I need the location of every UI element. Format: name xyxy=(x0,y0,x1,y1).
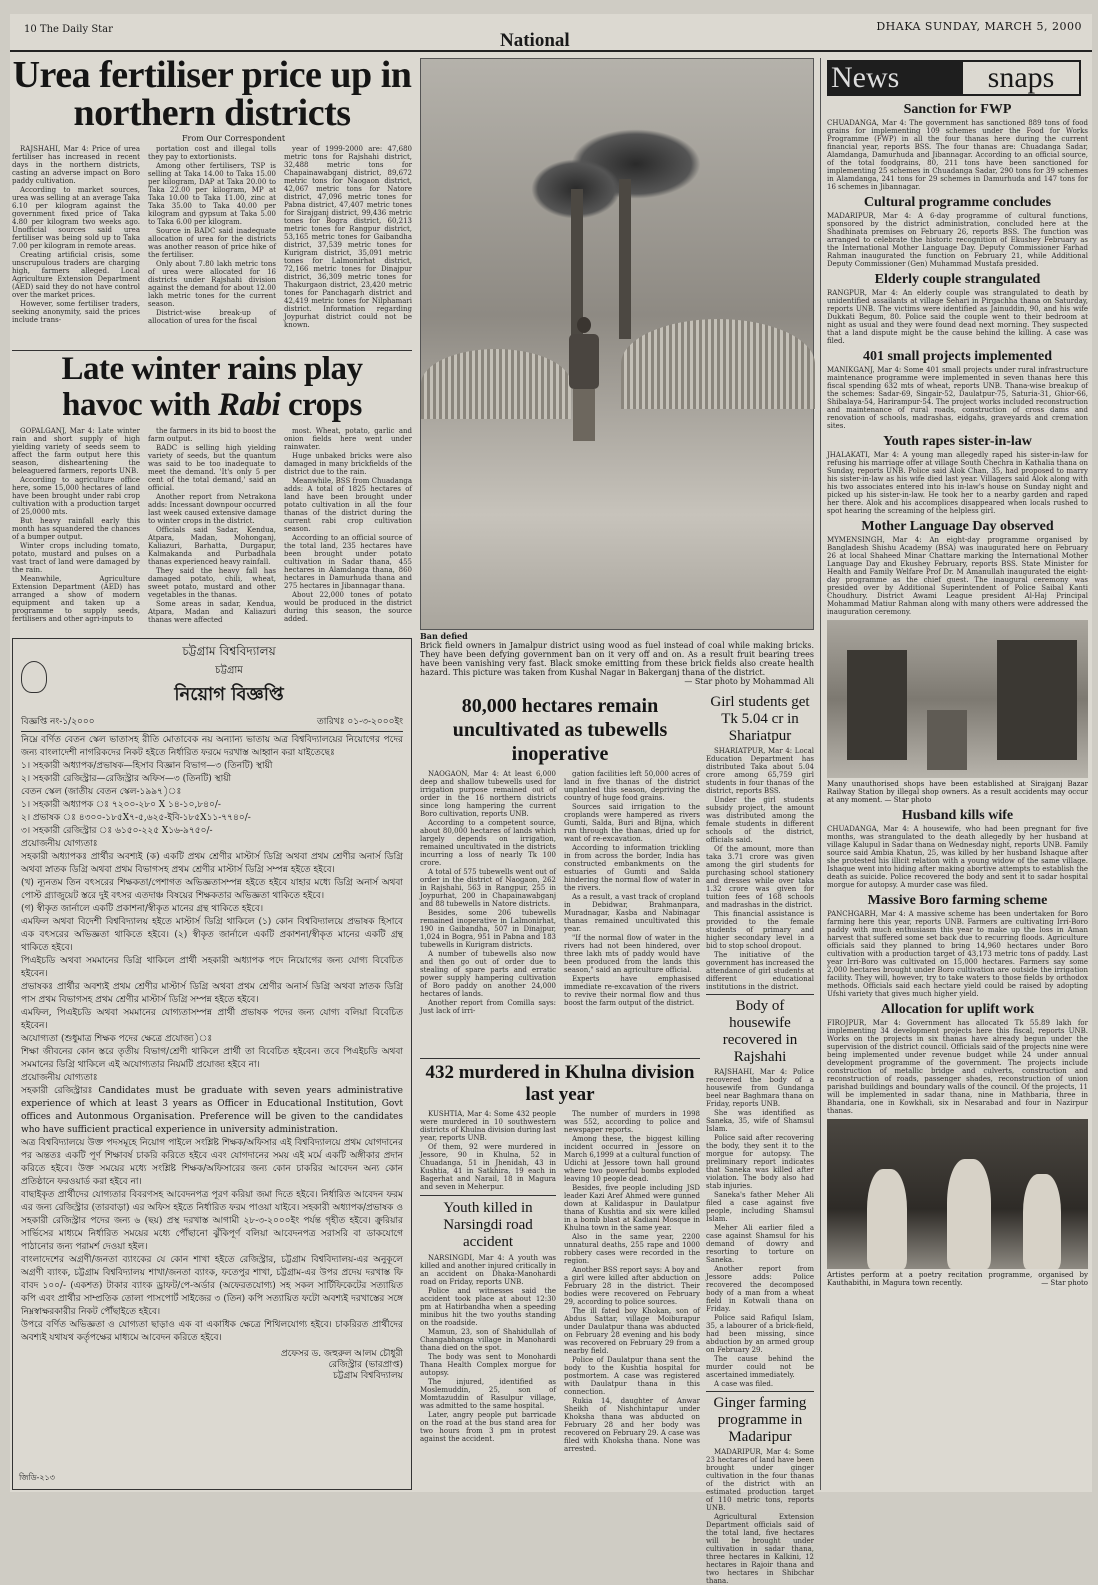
paragraph: Among other fertilisers, TSP is selling at Taka 14.00 to Taka 15.00 per kilogram, DAP at Taka 20.00 to Taka 22.00 per kilogram, MP at Taka 10.00 to Taka 11.00, zinc at Taka 35.00 to Taka 40.00 per kilogram and gypsum at Taka 5.00 to Taka 6.00 per kilogram. xyxy=(148,162,276,226)
ad-ref: বিজ্ঞপ্তি নং-১/২০০০ xyxy=(21,717,95,727)
section-title: National xyxy=(500,30,570,51)
caption-title: Ban defied xyxy=(420,631,468,641)
paragraph: GOPALGANJ, Mar 4: Late winter rain and short supply of high yielding variety of seeds seem to affect the farm output here this season, disheartening the beleaguered farmers, reports UNB. xyxy=(12,427,140,475)
paragraph: Officials said Sadar, Kendua, Atpara, Madan, Mohonganj, Kaliazuri, Barhatta, Durgapur, Kalmakanda and Purbadhala thanas experienced heavy rainfall. xyxy=(148,526,276,566)
paragraph: (খ) ন্যূনতম তিন বৎসরের শিক্ষকতা/পেশাগত অভিজ্ঞতাসম্পন্ন হইতে হইবে যাহার মধ্যে ডিগ্রি অনার্স অথবা পোস্ট গ্র্যাজুয়েট স্তরে দুই বৎসর এতদাঞ্চ বিষয়ের শিক্ষকতার অভিজ্ঞতা থাকিতে হইবে। xyxy=(21,878,403,901)
paragraph: The ill fated boy Khokan, son of Abdus Sattar, village Moiburapur under Daulatpur thana was abducted on February 28 evening and his body was recovered on February 29 from a nearby field. xyxy=(564,1307,700,1355)
market-photo xyxy=(827,620,1088,778)
poetry-caption-block xyxy=(827,1271,1088,1287)
stall-shape xyxy=(847,650,907,760)
paragraph: Police said after recovering the body, they sent it to the morgue for autopsy. The preliminary report indicates that Saneka was killed after violation. The body also had stab injuries. xyxy=(706,1134,814,1190)
poetry-photo xyxy=(827,1119,1088,1269)
urea-columns xyxy=(12,145,412,330)
paragraph: ২। প্রভাষক ঃ ৪৩০০-১৮৫X৭-৫,৬২৫-ইবি-১৮৫X১১-৭৭৪০/- xyxy=(21,813,251,823)
late-col-3 xyxy=(284,427,412,625)
snap-body: MYMENSINGH, Mar 4: An eight-day programme organised by Bangladesh Shishu Academy (BSA) was inaugurated here on February 26 at local Shaheed Minar Chattare marking the International Mother Language Day and Ekushey February, reports BSS. State Minister for Health and Family Welfare Prof Dr. M Amanullah inaugurated the eight-day programme as the chief guest. The inaugural ceremony was presided over by Additional Superintendent of Police Saibal Kanti Choudhury. District Awami League president Al-Haj Principal Mohammad Matiur Rahman along with many others were addressed the inauguration ceremony. xyxy=(827,536,1088,616)
headline-housewife: Body of housewife recovered in Rajshahi xyxy=(722,998,798,1065)
paragraph: most. Wheat, potato, garlic and onion fields here went under rainwater. xyxy=(284,427,412,451)
newsnaps-column xyxy=(820,58,1088,1490)
newspaper-page xyxy=(10,14,1092,1585)
snap-body: FIROJPUR, Mar 4: Government has allocated Tk 55.89 lakh for implementing 34 development projects here this fiscal, reports UNB. Works on the projects in six thanas have already begun under the supervision of the district council. Officials said of the projects nine were being implemented under revenue budget while 24 under annual development programme of the government. The projects include construction of metallic bridge and culverts, construction and reconstruction of roads, passenger shades, reconstruction of union parishad buildings and boundary walls of the council. Of the projects, 11 will be implemented in sadar thana, nine in Mathbaria, three in Bhandaria, one in Kowkhali, six in Nesarabad and four in Nazirpur thanas. xyxy=(827,1019,1088,1115)
story-murdered xyxy=(420,1058,700,1490)
paragraph: বাংলাদেশের অগ্রণী/জনতা ব্যাংকের যে কোন শাখা হইতে রেজিস্ট্রার, চট্টগ্রাম বিশ্ববিদ্যালয়-এর অনুকূলে অগ্রণী ব্যাংক, চট্টগ্রাম বিশ্ববিদ্যালয় শাখা/জনতা ব্যাংক, ফতেপুর শাখা, চট্টগ্রাম-এর উপর প্রদেয় দরখাস্ত ফি বাবদ ১০০/- (একশত) টাকার ব্যাংক ড্রাফট/পে-অর্ডার (অফেরতযোগ্য) সহ সকল সার্টিফিকেটের সত্যায়িত কপি এবং প্রার্থীর সাম্প্রতিক তোলা পাসপোর্ট সাইজের ৩ (তিন) কপি সত্যায়িত ফটো অবশ্যই দরখাস্তের সঙ্গে নিম্নস্বাক্ষরকারীর নিকট পৌঁছাইতে হইবে। xyxy=(21,1255,403,1317)
paragraph: অত্র বিশ্ববিদ্যালয়ে উক্ত পদসমূহে নিয়োগ পাইলে সংশ্লিষ্ট শিক্ষক/অফিসার এই বিশ্ববিদ্যালয়ে প্রথম যোগদানের পর অন্ততঃ একটি পূর্ণ শিক্ষাবর্ষ চাকরি করিতে হইবে এবং যোগদানের সময় এই মর্মে একটি অঙ্গীকার প্রদান করিতে হইবে। উক্ত সময়ের মধ্যে সংশ্লিষ্ট শিক্ষক/অফিসারের জন্য কোন চাকরির আবেদন অন্য কোন প্রতিষ্ঠানে ফরওয়ার্ড করা হইবে না। xyxy=(21,1138,403,1187)
headline-hectares: 80,000 hectares remain uncultivated as tubewells inoperative xyxy=(452,695,668,765)
paragraph: (গ) স্বীকৃত জার্নালে একটি প্রকাশনা/স্বীকৃত মানের গ্রন্থ থাকিতে হইবে। xyxy=(21,904,264,914)
headline-ginger: Ginger farming programme in Madaripur xyxy=(713,1395,807,1445)
poetry-caption: Artistes perform at a poetry recitation programme, organised by Kauthabithi, in Magura town recently. xyxy=(827,1271,1088,1287)
paragraph: Another report from Netrakona adds: Incessant downpour occurred last week caused extensive damage to winter crops in the district. xyxy=(148,493,276,525)
murdered-columns xyxy=(420,1110,700,1454)
paragraph: "If the normal flow of water in the rivers had not been hindered, over three lakh mts of paddy would have been produced from the lands this season," said an agriculture official. xyxy=(564,934,700,974)
late-col-2 xyxy=(148,427,276,625)
paragraph: ২। সহকারী রেজিস্ট্রার—রেজিস্ট্রার অফিস—৩ (তিনটি) স্থায়ী xyxy=(21,774,232,784)
paragraph: এমফিল অথবা বিদেশী বিশ্ববিদ্যালয় হইতে মাস্টার্স ডিগ্রি থাকিলে (১) কোন বিশ্ববিদ্যালয়ে প্রভাষক হিসাবে এক বৎসরের অভিজ্ঞতা থাকিতে হইবে। (২) স্বীকৃত জার্নালে একটি প্রকাশনা/স্বীকৃত মানের একটি গ্রন্থ থাকিতে হইবে। xyxy=(21,917,403,953)
murdered-col-1 xyxy=(420,1110,556,1191)
newsnaps-label-a: News xyxy=(827,60,961,96)
paragraph: portation cost and illegal tolls they pay to extortionists. xyxy=(148,145,276,161)
paragraph: The cause behind the murder could not be ascertained immediately. xyxy=(706,1355,814,1379)
newsnaps-items-2 xyxy=(827,808,1088,1115)
ad-signature xyxy=(21,1349,403,1382)
paragraph: Of them, 92 were murdered in Jessore, 90 in Khulna, 52 in Chuadanga, 51 in Jhenidah, 43 in Kushtia, 41 in Satkhira, 19 each in Bagerhat and Narail, 18 in Magura and seven in Meherpur. xyxy=(420,1143,556,1191)
snap-headline: Husband kills wife xyxy=(901,808,1014,823)
paragraph: Police said Rafiqul Islam, 35, a labourer of a brick-field, had been missing, since abduction by an armed group on February 29. xyxy=(706,1314,814,1354)
snap-headline: Cultural programme concludes xyxy=(863,195,1052,210)
paragraph: Later, angry people put barricade on the road at the bus stand area for two hours from 3 pm in protest against the accident. xyxy=(420,1411,556,1443)
headline-urea: Urea fertiliser price up in northern districts xyxy=(12,54,412,134)
paragraph: প্রয়োজনীয় যোগ্যতাঃ xyxy=(21,839,98,849)
paragraph: Also in the same year, 2200 unnatural deaths, 255 rape and 1000 robbery cases were recorded in the region. xyxy=(564,1233,700,1265)
paragraph: This financial assistance is provided to the female students of primary and higher secondary level in a bid to stop school dropout. xyxy=(706,910,814,950)
snap-body: CHUADANGA, Mar 4: The government has sanctioned 889 tons of food grains for implementing 109 schemes under the Food for Works Programme (FWP) in all the four thanas here during the current financial year, reports BSS. The four thanas are: Chuadanga Sadar, Alamdanga, Damurhuda and Jibannagar. According to an official source, of the total foodgrains, 80, 211 tons have been sanctioned for implementing 25 schemes in Chuadanga Sadar, 290 tons for 39 schemes in Alamdanga, 241 tons for 29 schemes in Damurhuda and 147 tons for 16 schemes in Jibannagar. xyxy=(827,119,1088,191)
stall-shape xyxy=(997,640,1077,760)
dateline: DHAKA SUNDAY, MARCH 5, 2000 xyxy=(876,20,1082,33)
paragraph: বাছাইকৃত প্রার্থীদের যোগ্যতার বিবরণসহ আবেদনপত্র পূরণ করিয়া জমা দিতে হইবে। নির্ধারিত আবেদন ফরম এর জন্য রেজিস্ট্রার (তারবাড়া) এর অফিস হইতে নির্ধারিত ফরম পাওয়া যাইবে। সহকারী অধ্যাপক/প্রভাষক ও সহকারী রেজিস্ট্রার পদের জন্য ৬ (ছয়) প্রস্থ দরখাস্ত আগামী ২৮-৩-২০০০ইং পর্যন্ত গৃহীত হইবে। ক্রুরিয়ার সার্ভিসের মাধ্যমে নির্ধারিত সময়ের মধ্যে পৌঁছানো ঝুঁকিপূর্ণ বলিয়া আবেদনপত্র সরাসরি বা ডাকযোগে পাঠানোর জন্য পরামর্শ দেওয়া হইল। xyxy=(21,1190,403,1252)
paragraph: Among these, the biggest killing incident occurred in Jessore on March 6,1999 at a cultural function of Udichi at Jessore town hall ground where two powerful bombs exploded leaving 10 people dead. xyxy=(564,1135,700,1183)
job-advertisement xyxy=(12,638,412,1490)
paragraph: According to an official source of the total land, 235 hectares have been brought under potato cultivation in Sadar thana, 455 hectares in Alamdanga thana, 860 hectares in Damurhuda thana and 275 hectares in Jibannagar thana. xyxy=(284,534,412,590)
paragraph: Experts have emphasised immediate re-excavation of the rivers to revive their normal flow and thus boost the farm output of the district. xyxy=(564,975,700,1007)
paragraph: ৩। সহকারী রেজিস্ট্রার ঃ ৬১৫০-২২৫ X১৬-৯৭৫০/- xyxy=(21,826,213,836)
paragraph: The body was sent to Monohardi Thana Health Complex morgue for autopsy. xyxy=(420,1353,556,1377)
photo-block xyxy=(420,58,814,690)
snap-body: MANIKGANJ, Mar 4: Some 401 small projects under rural infrastructure maintenance programme were implemented in seven thanas here this fiscal spending 632 mts of wheat, reports UNB. Thana-wise breakup of the schemes: Sadar-69, Singair-52, Daulatpur-75, Saturia-31, Ghior-66, Shibalaya-54, Harirampur-54. The project works included reconstruction and maintenance of rural roads, construction of cross dams and renovation of schools, madrashas, eidgahs, graveyards and cremation sites. xyxy=(827,366,1088,430)
paragraph: The injured, identified as Moslemuddin, 25, son of Momtazuddin of Rasulpur village, was admitted to the same hospital. xyxy=(420,1378,556,1410)
paragraph: Some areas in sadar, Kendua, Atpara, Madan and Kaliazuri thanas were affected xyxy=(148,600,276,624)
paragraph: However, some fertiliser traders, seeking anonymity, said the prices include trans- xyxy=(12,300,140,324)
paragraph: A case was filed. xyxy=(714,1380,774,1388)
snap-body: CHUADANGA, Mar 4: A housewife, who had been pregnant for five months, was strangulated to the death allegedly by her husband at village Kalupul in Sadar thana on Wednesday night, reports UNB. Family source said Ambia Khatun, 25, was killed by her husband Ishaque after she protested his illicit relation with a young widow of the same village. Ishaque went into hiding after making abortive attempts to establish the death as suicide. Police recovered the body and sent it to sadar hospital morgue for autopsy. A murder case was filed. xyxy=(827,825,1088,889)
paragraph: Besides, five people including JSD leader Kazi Aref Ahmed were gunned down at Kalidaspur in Daulatpur thana of Kushtia and six were killed in a bomb blast at Kadiani Mosque in Khulna town in the same year. xyxy=(564,1184,700,1232)
chimney xyxy=(619,179,631,339)
snap-headline: Youth rapes sister-in-law xyxy=(883,434,1032,449)
paragraph: এমফিল, পিএইচডি অথবা সমমানের যোগ্যতাসম্পন্ন প্রার্থী প্রভাষক পদের জন্য যোগ্য বলিয়া বিবেচিত হইবেন। xyxy=(21,1008,403,1031)
headline-girls: Girl students get Tk 5.04 cr in Shariatpur xyxy=(710,694,810,744)
brickfield-photo xyxy=(420,58,814,630)
paragraph: প্রভাষকঃ প্রার্থীর অবশ্যই প্রথম শ্রেণীর মাস্টার্স ডিগ্রি অথবা প্রথম শ্রেণীর অনার্স ডিগ্রি অথবা স্নাতক ডিগ্রি পাস প্রথম বিভাগসহ প্রথম শ্রেণীর মাস্টার্স ডিগ্রি সম্পন্ন হইতে হইবে। xyxy=(21,982,403,1005)
snap-headline: Allocation for uplift work xyxy=(880,1002,1035,1017)
centre-right-column xyxy=(706,694,814,1585)
performer-shape xyxy=(1023,1174,1061,1269)
divider xyxy=(706,994,814,995)
paragraph: সহকারী রেজিস্ট্রারঃ Candidates must be graduate with seven years administrative experience of which at least 3 years as Officer in Educational Institution, Govt offices and Autonmous Organisation. Preference will be given to the candidates who have sufficient practical experience in university administration. xyxy=(21,1086,403,1135)
paragraph: year of 1999-2000 are: 47,680 metric tons for Rajshahi district, 32,488 metric tons for Chapainawabganj district, 89,672 metric tons for Naogaon district, 42,067 metric tons for Natore district, 47,096 metric tones for Pabna district, 47,407 metric tones for Sirajganj district, 99,436 metric tones for Bogra district, 60,213 metric tones for Rangpur district, 53,165 metric tones for Gaibandha district, 37,539 metric tones for Kurigram district, 35,091 metric tones for Lalmonirhat district, 72,166 metric tones for Dinajpur district, 36,309 metric tones for Thakurgaon district, 23,420 metric tones for Panchagarh district and 42,419 metric tones for Nilphamari district. Information regarding Joypurhat district could not be known. xyxy=(284,145,412,329)
figure-torso xyxy=(569,334,599,389)
divider xyxy=(420,1195,556,1196)
paragraph: As a result, a vast track of cropland in Debidwar, Brahmanpara, Muradnagar, Kasba and Nabinagar thanas remained uncultivated this year. xyxy=(564,893,700,933)
paragraph: নিম্নে বর্ণিত বেতন স্কেল ভাতাসহ রীতি মোতাবেক নয় অন্যান্য ভাতায় অত্র বিশ্ববিদ্যালয়ের নিয়োগের পদের জন্য বাংলাদেশী নাগরিকদের নিকট হইতে নির্ধারিত ফরমে দরখাস্ত আহ্বান করা যাইতেছেঃ xyxy=(21,735,403,758)
paragraph: শিক্ষা জীবনের কোন স্তরে তৃতীয় বিভাগ/শ্রেণী থাকিলে প্রার্থী তা বিবেচিত হইবেন। তবে পিএইচডি অথবা সমমানের ডিগ্রি থাকিলে এই অযোগ্যতার নিয়মটি প্রযোজ্য হইবে না। xyxy=(21,1047,403,1070)
paragraph: Winter crops including tomato, potato, mustard and pulses on a vast tract of land were damaged by the rain. xyxy=(12,542,140,574)
crowd-shape xyxy=(927,710,967,770)
newsnaps-items xyxy=(827,102,1088,616)
headline-late-1: Late winter rains play xyxy=(61,351,363,387)
paragraph: Rukia 14, daughter of Anwar Sheikh of Nishchintapur under Khoksha thana was abducted on February 28 and her body was recovered on February 29. A case was filed with Khoksha thana. None was arrested. xyxy=(564,1397,700,1453)
figure-legs xyxy=(573,389,595,441)
paragraph: According to market sources, urea was selling at an average Taka 6.10 per kilogram against the government fixed price of Taka 4.80 per kilogram two weeks ago. Unofficial sources said urea fertiliser was being sold up to Taka 7.00 per kilogram in remote areas. xyxy=(12,186,140,250)
university-seal-icon xyxy=(21,661,47,693)
page-label: 10 The Daily Star xyxy=(24,24,113,35)
paragraph: Agricultural Extension Department officials said of the total land, five hectares will be brought under cultivation in sadar thana, three hectares in Kalkini, 12 hectares in Rajoir thana and two hectares in Shibchar thana. xyxy=(706,1513,814,1585)
market-caption: Many unauthorised shops have been established at Sirajganj Bazar Railway Station by illegal shop owners. As a result accidents may occur at any moment. — Star photo xyxy=(827,780,1088,804)
hectares-col-1 xyxy=(420,770,556,1016)
paragraph: Of the amount, more than taka 3.71 crore was given among the girl students for purchasing school stationery and dresses while over taka 1.32 crore was given for tuition fees of 168 schools and madrashas in the district. xyxy=(706,845,814,909)
paragraph: Mamun, 23, son of Shahidullah of Changabhanga village in Manohardi thana died on the spot. xyxy=(420,1328,556,1352)
paragraph: BADC is selling high yielding variety of seeds, but the quantum was said to be too inadequate to meet the demand. 'It's only 5 per cent of the total demand,' said an official. xyxy=(148,444,276,492)
man-figure xyxy=(567,317,601,447)
poetry-credit: — Star photo xyxy=(1041,1279,1088,1287)
paragraph: RAJSHAHI, Mar 4: Price of urea fertiliser has increased in recent days in the northern districts, casting an adverse impact on Boro paddy cultivation. xyxy=(12,145,140,185)
paragraph: RAJSHAHI, Mar 4: Police recovered the body of a housewife from Gundanga beel near Baghmara thana on Friday, reports UNB. xyxy=(706,1068,814,1108)
paragraph: Another report from Comilla says: Just lack of irri- xyxy=(420,999,556,1015)
hectares-columns xyxy=(420,770,700,1016)
story-hectares xyxy=(420,694,700,1056)
figure-head xyxy=(577,317,591,333)
page-header xyxy=(10,18,1092,52)
youth-body xyxy=(420,1254,556,1443)
paragraph: ১। সহকারী অধ্যাপক ঃ ৭২০০-২৮০ X ১৪-১০,৮৪০/- xyxy=(21,800,221,810)
murdered-col-2 xyxy=(564,1110,700,1454)
urea-col-1 xyxy=(12,145,140,330)
paragraph: Under the girl students subsidy project, the amount was distributed among the female students in different schools of the district, officials said. xyxy=(706,796,814,844)
paragraph: According to agriculture office here, some 15,000 hectares of land have been brought under rabi crop cultivation with a production target of 25,0000 mts. xyxy=(12,476,140,516)
snap-headline: Mother Language Day observed xyxy=(861,519,1054,534)
paragraph: Saneka's father Meher Ali filed a case against five people, including Shamsul Islam. xyxy=(706,1191,814,1223)
paragraph: According to a competent source, about 80,000 hectares of lands which largely depends on irrigation, remained uncultivated in the districts incurring a loss of nearly Tk 100 crore. xyxy=(420,819,556,867)
late-col-1 xyxy=(12,427,140,625)
ad-signatory: প্রফেসর ড. জহুরুল আলম চৌধুরী xyxy=(281,1349,403,1359)
urea-col-3 xyxy=(284,145,412,330)
ad-line-2: চট্টগ্রাম xyxy=(215,665,243,676)
paragraph: District-wise break-up of allocation of urea for the fiscal xyxy=(148,309,276,325)
paragraph: ১। সহকারী অধ্যাপক/প্রভাষক—হিসাব বিজ্ঞান বিভাগ—৩ (তিনটি) স্থায়ী xyxy=(21,761,273,771)
paragraph: the farmers in its bid to boost the farm output. xyxy=(148,427,276,443)
paragraph: SHARIATPUR, Mar 4: Local Education Department has distributed Taka about 5.04 crore among 65,759 girl students in four thanas of the district, reports BSS. xyxy=(706,747,814,795)
paragraph: Meanwhile, Agriculture Extension Department (AED) has arranged a show of modern equipment and taken up a programme to supply seeds, fertilisers and other agri-inputs to xyxy=(12,575,140,623)
paragraph: The number of murders in 1998 was 552, according to police and newspaper reports. xyxy=(564,1110,700,1134)
ad-date: তারিখঃ ০১-৩-২০০০ইং xyxy=(316,717,403,727)
ginger-body xyxy=(706,1448,814,1585)
girls-body xyxy=(706,747,814,991)
ad-body xyxy=(21,734,403,1345)
byline-urea: From Our Correspondent xyxy=(182,134,286,143)
ad-ref-row xyxy=(21,714,403,732)
paragraph: MADARIPUR, Mar 4: Some 23 hectares of land have been brought under ginger cultivation in the four thanas of the district with an estimated production target of 110 metric tons, reports UNB. xyxy=(706,1448,814,1512)
paragraph: About 22,000 tones of potato would be produced in the district during this season, the source added. xyxy=(284,591,412,623)
paragraph: পিএইচডি অথবা সমমানের ডিগ্রি থাকিলে প্রার্থী সহকারী অধ্যাপক পদে নিয়োগের জন্য যোগ্য বিবেচিত হইবেন। xyxy=(21,956,403,979)
murdered-col-1-wrap xyxy=(420,1110,556,1454)
urea-col-2 xyxy=(148,145,276,330)
paragraph: She was identified as Saneka, 35, wife of Shamsul Islam. xyxy=(706,1109,814,1133)
paragraph: The initiative of the government has increased the attendance of girl students at different educational institutions in the district. xyxy=(706,951,814,991)
newsnaps-label-b: snaps xyxy=(961,60,1081,96)
paragraph: Sources said irrigation to the croplands were hampered as rivers Gumti, Salda, Buri and Bijna, which run through the thanas, dried up for want of re-excavation. xyxy=(564,803,700,843)
snap-headline: Sanction for FWP xyxy=(903,102,1012,117)
paragraph: They said the heavy fall has damaged potato, chili, wheat, sweet potato, mustard and other vegetables in the thanas. xyxy=(148,567,276,599)
paragraph: Another report from Jessore adds: Police recovered the decomposed body of a man from a wheat field in Kotwali thana on Friday. xyxy=(706,1265,814,1313)
ad-code: জিডি-২১৩ xyxy=(19,1473,55,1482)
paragraph: বেতন স্কেল (জাতীয় বেতন স্কেল-১৯৯৭)ঃ xyxy=(21,787,182,797)
paragraph: Police of Daulatpur thana sent the body to the Kushtia hospital for postmortem. A case was registered with Daulatpur thana in this connection. xyxy=(564,1356,700,1396)
snap-body: JHALAKATI, Mar 4: A young man allegedly raped his sister-in-law for refusing his marriage offer at village South Chechra in Kathalia thana on Sunday, reports UNB. Police said Alok Chan, 35, had proposed to marry his sister-in-law as his wife died last year. Villagers said Alok along with his two associates entered into his in-law's house on Sunday night and picked up his sister-in-law. He took her to a nearby garden and raped her there. Alok and his accomplices disappeared when locals rushed to spot hearing the screaming of the helpless girl. xyxy=(827,451,1088,515)
snap-body: RANGPUR, Mar 4: An elderly couple was strangulated to death by unidentified assailants at village Sehari in Pirgachha thana on Saturday, reports UNB. The victims were identified as Jainuddin, 90, and his wife Dukkati Begum, 80. Police said the couple went to their bedroom at night as usual and they were found dead next morning. They suspected that a land dispute might be the cause behind the killing. A case was filed. xyxy=(827,289,1088,345)
paragraph: NAOGAON, Mar 4: At least 6,000 deep and shallow tubewells used for irrigation purpose remained out of order in the 16 northern districts since long hampering the current Boro cultivation, reports UNB. xyxy=(420,770,556,818)
woodpile xyxy=(621,319,815,409)
paragraph: Meher Ali earlier filed a case against Shamsul for his demand of dowry and resorting to torture on Saneka. xyxy=(706,1224,814,1264)
headline-late-winter xyxy=(12,351,412,423)
woodpile xyxy=(421,349,571,419)
newsnaps-header xyxy=(827,58,1081,98)
headline-youth: Youth killed in Narsingdi road accident xyxy=(443,1200,533,1250)
story-late-winter xyxy=(12,350,412,634)
paragraph: But heavy rainfall early this month has squandered the chances of a bumper output. xyxy=(12,517,140,541)
ad-sig-org: চট্টগ্রাম বিশ্ববিদ্যালয় xyxy=(332,1371,403,1381)
snap-headline: Massive Boro farming scheme xyxy=(867,893,1048,908)
snap-headline: 401 small projects implemented xyxy=(862,349,1053,364)
caption-text: Brick field owners in Jamalpur district using wood as fuel instead of coal while making bricks. They have been defying government ban on it very off and on. As a result fruit bearing trees have been vanishing very fast. Black smoke emitting from these brick fields also create health hazard. This picture was taken from Kushal Nagar in Bakerganj thana of the district. xyxy=(420,641,814,677)
snap-body: MADARIPUR, Mar 4: A 6-day programme of cultural functions, sponsored by the district administration, concluded here at the Shadhinata premises on February 26, reports BSS. The function was arranged to celebrate the historic recognition of Ekushey February as the International Mother Language Day. Deputy Commissioner Farhad Rahman inaugurated the function on February 21, while Additional Deputy Commissioner (Gen) Muhammad Mustafa presided. xyxy=(827,212,1088,268)
paragraph: সহকারী অধ্যাপকঃ প্রার্থীর অবশ্যই (ক) একটি প্রথম শ্রেণীর মাস্টার্স ডিগ্রি অথবা প্রথম শ্রেণীর অনার্স ডিগ্রি অথবা স্নাতক ডিগ্রি অথবা প্রথম বিভাগসহ প্রথম শ্রেণীর মাস্টার্স ডিগ্রি সম্পন্ন হইতে হইবে। xyxy=(21,852,403,875)
hectares-col-2 xyxy=(564,770,700,1016)
paragraph: Meanwhile, BSS from Chuadanga adds: A total of 1825 hectares of land have been brought under potato cultivation in all the four thanas of the district during the current rabi crop cultivation season. xyxy=(284,477,412,533)
ad-header xyxy=(21,643,403,711)
ad-title-block xyxy=(55,643,403,711)
housewife-body xyxy=(706,1068,814,1388)
snap-body: PANCHGARH, Mar 4: A massive scheme has been undertaken for Boro farming here this year, reports UNB. Farmers are cultivating Irri-Boro paddy with much enthusiasm this year to make up the loss in Aman harvest that suffered some set back due to recurring floods. Agriculture officials said they planned to bring 14,960 hectares under Boro cultivation with a production target of 43,173 metric tons of paddy. Last year Irri-Boro was cultivated on 15,000 hectares. Farmers say some 2,000 hectares brought under Boro cultivation are outside the irrigation facility. They will, however, try to take waters to those fields by orthodox methods. Officials said each hectare yield could be raised by adopting Ufshi variety that gives much higher yield. xyxy=(827,910,1088,998)
story-urea xyxy=(12,56,412,346)
ad-line-1: চট্টগ্রাম বিশ্ববিদ্যালয় xyxy=(182,644,276,658)
paragraph: Huge unbaked bricks were also damaged in many brickfields of the district due to the rain. xyxy=(284,452,412,476)
late-columns xyxy=(12,427,412,625)
paragraph: উপরে বর্ণিত অভিজ্ঞতা ও যোগ্যতা ছাড়াও এক বা একাধিক ক্ষেত্রে শিথিলযোগ্য হইবে। চাকরিরত প্রার্থীদের অবশ্যই যথাযথ কর্তৃপক্ষের মাধ্যমে আবেদন করিতে হইবে। xyxy=(21,1320,403,1343)
paragraph: A total of 575 tubewells went out of order in the district of Naogaon, 262 in Rajshahi, 563 in Rangpur, 255 in Joypurhat, 200 in Chapainawabganj and 88 tubewells in Natore districts. xyxy=(420,868,556,908)
paragraph: প্রয়োজনীয় যোগ্যতাঃ xyxy=(21,1073,98,1083)
headline-late-2c: crops xyxy=(280,387,362,423)
ad-line-3: নিয়োগ বিজ্ঞপ্তি xyxy=(174,684,284,705)
paragraph: Source in BADC said inadequate allocation of urea for the districts was another reason of price hike of the fertiliser. xyxy=(148,227,276,259)
divider xyxy=(706,1391,814,1392)
paragraph: NARSINGDI, Mar 4: A youth was killed and another injured critically in an accident on Dhaka-Manohardi road on Friday, reports UNB. xyxy=(420,1254,556,1286)
performer-shape xyxy=(867,1169,907,1269)
ad-sig-title: রেজিস্ট্রার (ভারপ্রাপ্ত) xyxy=(328,1360,403,1370)
snap-headline: Elderly couple strangulated xyxy=(874,272,1041,287)
paragraph: Only about 7.80 lakh metric tons of urea were allocated for 16 districts under Rajshahi division against the demand for about 12.00 lakh metric tones for the current season. xyxy=(148,260,276,308)
paragraph: Another BSS report says: A boy and a girl were killed after abduction on February 28 in the district. Their bodies were recovered on February 29, according to police sources. xyxy=(564,1266,700,1306)
headline-late-2a: havoc with xyxy=(62,387,218,423)
headline-late-2b: Rabi xyxy=(218,387,281,423)
paragraph: Police and witnesses said the accident took place at about 12:30 pm at Hatirbandha when a speeding minibus hit the two youths standing on the roadside. xyxy=(420,1287,556,1327)
caption-credit: — Star photo by Mohammad Ali xyxy=(684,677,814,686)
headline-murdered: 432 murdered in Khulna division last year xyxy=(425,1062,695,1105)
paragraph: KUSHTIA, Mar 4: Some 432 people were murdered in 10 southwestern districts of Khulna division during last year, reports UNB. xyxy=(420,1110,556,1142)
performer-shape xyxy=(947,1159,991,1269)
paragraph: According to information trickling in from across the border, India has constructed embankments on the estuaries of Gumti and Salda hindering the normal flow of water in the rivers. xyxy=(564,844,700,892)
paragraph: অযোগ্যতা (শুধুমাত্র শিক্ষক পদের ক্ষেত্রে প্রযোজ্য)ঃ xyxy=(21,1034,213,1044)
divider xyxy=(420,1058,700,1059)
paragraph: Creating artificial crisis, some unscrupulous traders are charging high, farmers alleged. Local Agriculture Extension Department (AED) said they do not have control over the market prices. xyxy=(12,251,140,299)
paragraph: A number of tubewells also now and then go out of order due to stealing of spare parts and erratic power supply hampering cultivation of Boro paddy on another 24,000 hectares of lands. xyxy=(420,950,556,998)
paragraph: gation facilities left 50,000 acres of land in five thanas of the district unplanted this season, depriving the country of huge food grains. xyxy=(564,770,700,802)
photo-caption xyxy=(420,632,814,686)
paragraph: Besides, some 206 tubewells remained inoperative in Lalmonirhat, 190 in Gaibandha, 507 in Dinajpur, 1,024 in Bogra, 951 in Pabna and 183 tubewells in Kurigram districts. xyxy=(420,909,556,949)
